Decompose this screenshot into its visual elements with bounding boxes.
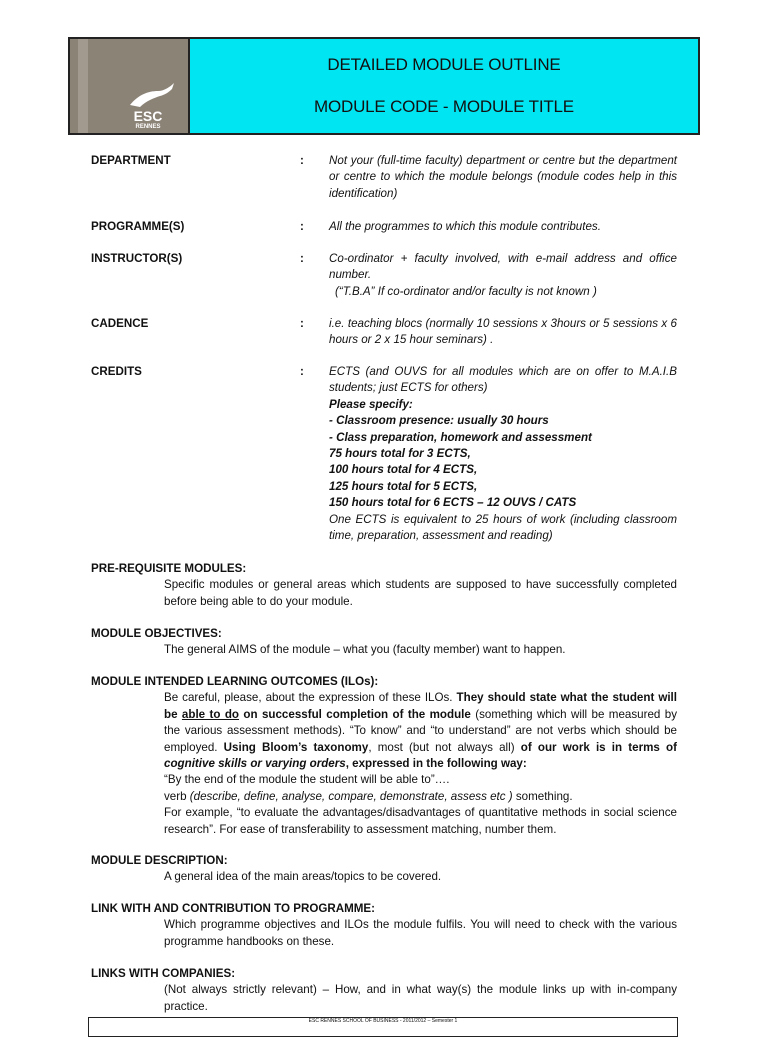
ilos-section: [91, 674, 677, 838]
section-heading: MODULE DESCRIPTION:: [91, 854, 228, 867]
ilos-verb-line: [164, 789, 677, 805]
text-run: Be careful, please, about the expression of these ILOs.: [164, 691, 457, 705]
cadence-value: i.e. teaching blocs (normally 10 sessions x 3hours or 5 sessions x 6 hours or 2 x 15 hour seminars) .: [329, 317, 677, 347]
section-body: Which programme objectives and ILOs the module fulfils. You will need to check with the various programme handbooks on these.: [164, 918, 677, 948]
field-colon: :: [300, 365, 304, 378]
logo-subtext: RENNES: [135, 124, 161, 130]
section-body: A general idea of the main areas/topics to be covered.: [164, 870, 442, 884]
logo-text: ESC: [133, 108, 163, 124]
credits-label: CREDITS: [91, 365, 142, 378]
panther-logo-icon: [127, 81, 177, 111]
document-header: [68, 37, 700, 135]
ilos-example-lead: “By the end of the module the student will be able to”….: [164, 773, 450, 787]
instructors-note: (“T.B.A” If co-ordinator and/or faculty is not known ): [335, 284, 597, 298]
text-run: of our work is in terms of: [520, 740, 677, 754]
department-label: DEPARTMENT: [91, 154, 171, 167]
section-heading: MODULE OBJECTIVES:: [91, 627, 222, 640]
prerequisite-section: [91, 561, 677, 610]
cadence-label: CADENCE: [91, 317, 149, 330]
field-colon: :: [300, 317, 304, 330]
section-heading: LINK WITH AND CONTRIBUTION TO PROGRAMME:: [91, 902, 376, 915]
section-heading: MODULE INTENDED LEARNING OUTCOMES (ILOs):: [91, 675, 379, 688]
credits-line: 150 hours total for 6 ECTS – 12 OUVS / CATS: [329, 496, 577, 510]
text-run: on successful completion of the module: [239, 707, 471, 721]
ilos-example: For example, “to evaluate the advantages/disadvantages of quantitative methods in social science research”. For ease of transferability to assessment matching, number them.: [164, 806, 677, 836]
credits-line: - Classroom presence: usually 30 hours: [329, 414, 549, 428]
companies-section: [91, 966, 677, 1015]
programme-link-section: [91, 901, 677, 950]
section-body: [91, 690, 677, 838]
department-value: Not your (full-time faculty) department or centre but the department or centre to which the module belongs (module codes help in this identification): [329, 154, 677, 200]
text-run: verb: [164, 789, 190, 803]
school-logo: [70, 39, 190, 133]
text-run: something.: [512, 789, 573, 803]
field-colon: :: [300, 154, 304, 167]
title-banner: [190, 39, 698, 133]
text-run: They should state what the student will be: [164, 691, 677, 721]
section-heading: LINKS WITH COMPANIES:: [91, 967, 236, 980]
instructors-label: INSTRUCTOR(S): [91, 252, 183, 265]
credits-value: [329, 364, 677, 544]
credits-intro: ECTS (and OUVS for all modules which are on offer to M.A.I.B students; just ECTS for others): [329, 365, 677, 395]
instructors-text: Co-ordinator + faculty involved, with e-mail address and office number.: [329, 252, 677, 282]
text-run: (something which will be measured by the various assessment methods). “To know” and “to understand” are not verbs which should be employed.: [164, 707, 677, 754]
section-body: (Not always strictly relevant) – How, and in what way(s) the module links up with in-company practice.: [164, 983, 677, 1013]
description-section: [91, 853, 677, 886]
field-colon: :: [300, 252, 304, 265]
objectives-section: [91, 626, 677, 659]
text-run: (describe, define, analyse, compare, demonstrate, assess etc ): [189, 789, 513, 803]
text-run: cognitive skills or varying orders: [164, 757, 346, 771]
programmes-label: PROGRAMME(S): [91, 220, 185, 233]
credits-outro: One ECTS is equivalent to 25 hours of work (including classroom time, preparation, assessment and reading): [329, 512, 677, 543]
page-footer: ESC RENNES SCHOOL OF BUSINESS - 2011/2012 – Semester 1: [88, 1017, 678, 1037]
credits-line: 75 hours total for 3 ECTS,: [329, 447, 471, 461]
credits-line: 100 hours total for 4 ECTS,: [329, 463, 478, 477]
credits-line: 125 hours total for 5 ECTS,: [329, 479, 478, 493]
logo-stripe: [78, 39, 88, 133]
section-heading: PRE-REQUISITE MODULES:: [91, 562, 247, 575]
field-colon: :: [300, 220, 304, 233]
text-run: able to do: [181, 707, 240, 721]
text-run: , most (but not always all): [368, 740, 521, 754]
document-title: DETAILED MODULE OUTLINE: [327, 55, 561, 74]
text-run: , expressed in the following way:: [345, 757, 527, 771]
instructors-value: [329, 251, 677, 300]
credits-specify: Please specify:: [329, 397, 413, 411]
credits-line: - Class preparation, homework and assessment: [329, 430, 592, 444]
section-body: Specific modules or general areas which students are supposed to have successfully completed before being able to do your module.: [164, 578, 677, 608]
ilos-paragraph: [164, 690, 677, 772]
module-code-title: MODULE CODE - MODULE TITLE: [314, 97, 574, 116]
section-body: The general AIMS of the module – what you (faculty member) want to happen.: [164, 643, 566, 657]
text-run: Using Bloom’s taxonomy: [223, 740, 369, 754]
programmes-value: All the programmes to which this module contributes.: [329, 220, 601, 233]
